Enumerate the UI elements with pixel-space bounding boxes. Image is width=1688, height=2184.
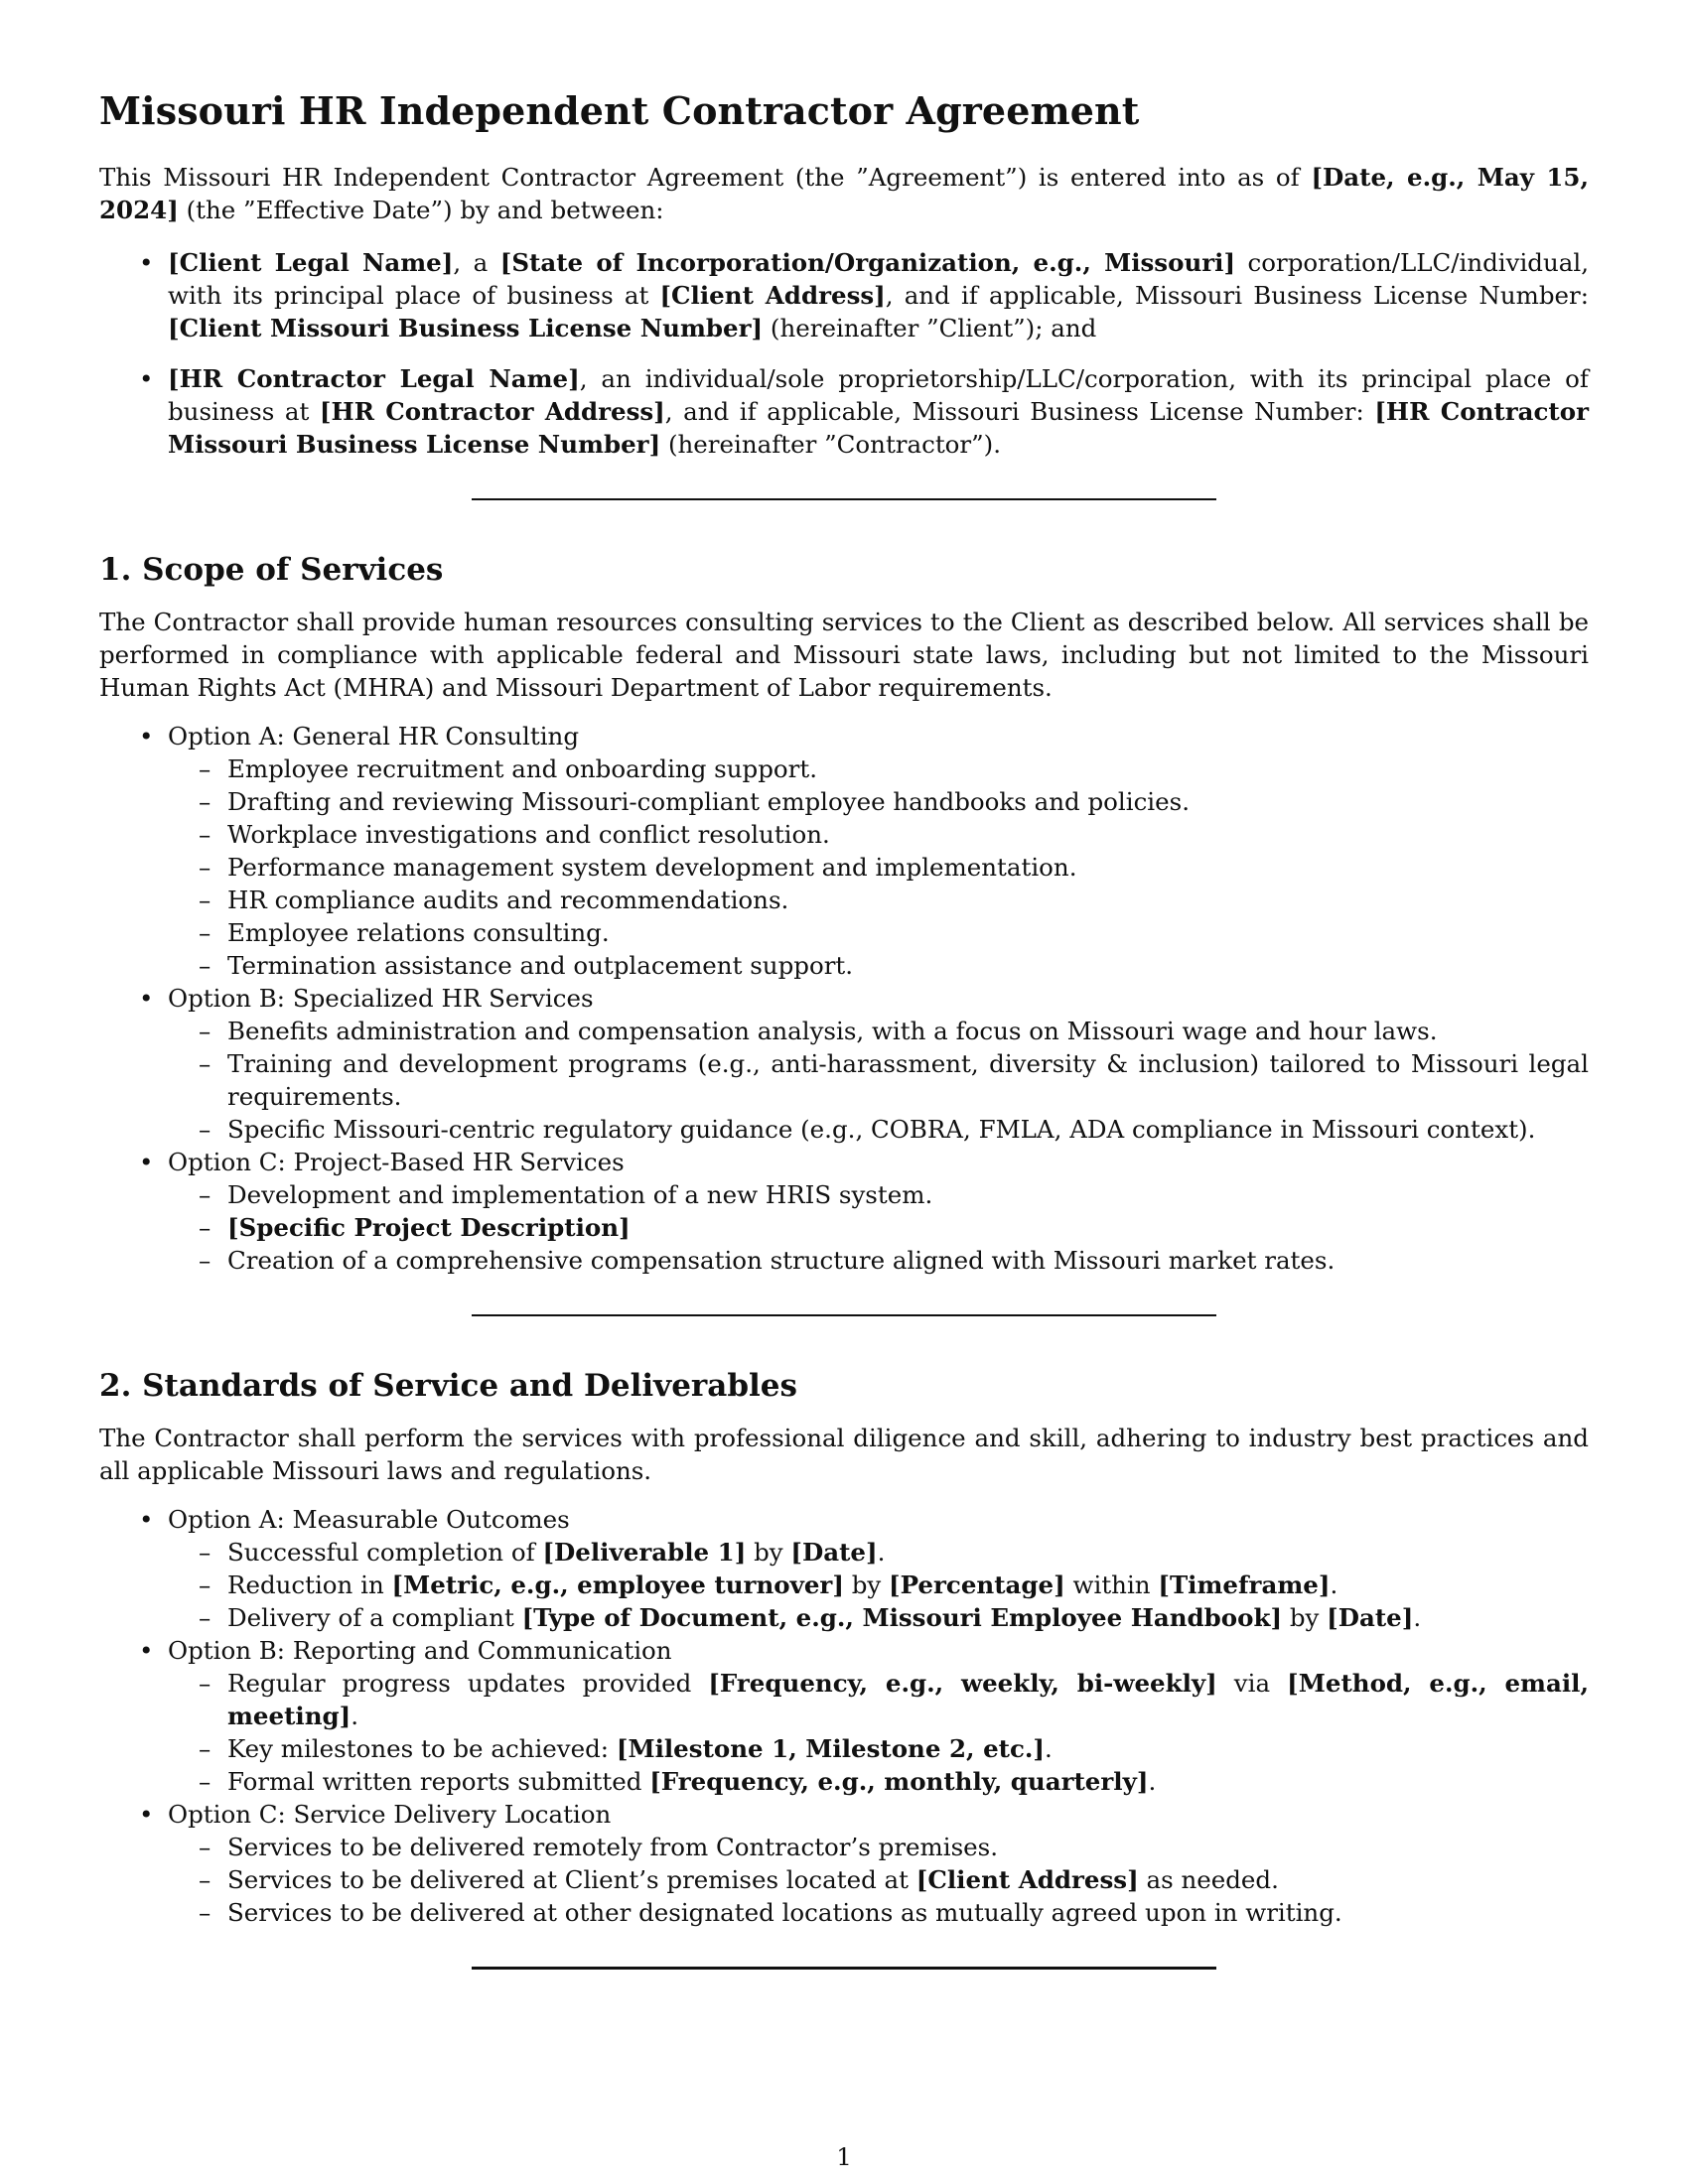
dash-icon: – [199, 1213, 211, 1242]
dash-icon: – [199, 1833, 211, 1861]
dash-icon: – [199, 1767, 211, 1796]
sub-item-text: Delivery of a compliant [227, 1603, 522, 1632]
dash-icon: – [199, 1049, 211, 1078]
dash-icon: – [199, 1669, 211, 1698]
placeholder: [Client Address] [915, 1865, 1139, 1894]
sub-item-text: Termination assistance and outplacement support. [227, 951, 854, 980]
dash-icon: – [199, 886, 211, 914]
sub-item-text: HR compliance audits and recommendations. [227, 886, 789, 914]
sub-item-text: as needed. [1138, 1865, 1279, 1894]
party-text: corporation/LLC/individual, with its principal place of business at [168, 248, 1589, 310]
placeholder: [Frequency, e.g., weekly, bi-weekly] [708, 1669, 1217, 1698]
sub-item-text: Benefits administration and compensation analysis, with a focus on Missouri wage and hour laws. [227, 1017, 1438, 1045]
sub-item-text: Employee relations consulting. [227, 918, 610, 947]
section-heading: 2. Standards of Service and Deliverables [99, 1368, 797, 1404]
sub-item-text: by [1282, 1603, 1328, 1632]
placeholder: [Metric, e.g., employee turnover] [391, 1570, 844, 1599]
placeholder: [Frequency, e.g., monthly, quarterly] [649, 1767, 1149, 1796]
sub-item-text: Services to be delivered at Client’s premises located at [227, 1865, 916, 1894]
party-client [99, 246, 1589, 344]
date-placeholder: [Date, e.g., May 15, 2024] [99, 163, 1589, 224]
party-text: , an individual/sole proprietorship/LLC/corporation, with its principal place of business at [168, 364, 1589, 426]
bullet-icon: • [139, 1505, 154, 1534]
option-item [99, 1634, 1589, 1798]
options-list [99, 1503, 1589, 1929]
sub-item-text: Services to be delivered remotely from Contractor’s premises. [227, 1833, 999, 1861]
sub-item [99, 1047, 1589, 1113]
option-item [99, 1503, 1589, 1634]
option-item [99, 720, 1589, 982]
bullet-icon: • [139, 1636, 154, 1665]
placeholder: [Deliverable 1] [542, 1538, 747, 1567]
options-list [99, 720, 1589, 1277]
document-title: Missouri HR Independent Contractor Agreement [99, 88, 1140, 133]
bullet-icon: • [139, 722, 154, 751]
document-page [99, 87, 1589, 1970]
section-divider [472, 498, 1216, 500]
page-number: 1 [836, 2142, 852, 2171]
dash-icon: – [199, 1865, 211, 1894]
sub-item [99, 1896, 1589, 1929]
section-body: The Contractor shall perform the services with professional diligence and skill, adhering to industry best practices and all applicable Missouri laws and regulations. [99, 1424, 1589, 1485]
option-label: Option A: Measurable Outcomes [168, 1505, 570, 1534]
sub-item-text: Services to be delivered at other designated locations as mutually agreed upon in writing. [227, 1898, 1342, 1927]
bullet-icon: • [139, 248, 154, 277]
dash-icon: – [199, 1538, 211, 1567]
sub-list [168, 1831, 1589, 1929]
sub-list [168, 752, 1589, 982]
placeholder: [Date] [1327, 1603, 1414, 1632]
sub-item-text: by [746, 1538, 791, 1567]
sub-item-text: . [1045, 1734, 1053, 1763]
section-body: The Contractor shall provide human resources consulting services to the Client as described below. All services shall be performed in compliance with applicable federal and Missouri state laws, including but not limited to the Missouri Human Rights Act (MHRA) and Missouri Department of Labor requirements. [99, 608, 1589, 702]
option-label: Option B: Reporting and Communication [168, 1636, 672, 1665]
section-divider [472, 1967, 1216, 1970]
client-name-placeholder: [Client Legal Name] [168, 248, 454, 277]
sub-item-text: . [1148, 1767, 1157, 1796]
sub-item-text: Key milestones to be achieved: [227, 1734, 617, 1763]
party-text: , and if applicable, Missouri Business License Number: [885, 281, 1589, 310]
sub-item [99, 1831, 1589, 1863]
sub-item-text: Development and implementation of a new HRIS system. [227, 1180, 933, 1209]
intro-paragraph [99, 161, 1589, 226]
project-description-placeholder: [Specific Project Description] [227, 1213, 631, 1242]
option-item [99, 1798, 1589, 1929]
option-label: Option B: Specialized HR Services [168, 984, 594, 1013]
sub-item-text: Successful completion of [227, 1538, 543, 1567]
dash-icon: – [199, 853, 211, 882]
sub-item-text: Creation of a comprehensive compensation structure aligned with Missouri market rates. [227, 1246, 1336, 1275]
dash-icon: – [199, 754, 211, 783]
sub-item [99, 818, 1589, 851]
dash-icon: – [199, 918, 211, 947]
dash-icon: – [199, 1115, 211, 1144]
bullet-icon: • [139, 1800, 154, 1829]
sub-item [99, 1732, 1589, 1765]
bullet-icon: • [139, 984, 154, 1013]
party-text: (hereinafter ”Contractor”). [660, 430, 1002, 459]
sub-item [99, 1113, 1589, 1146]
sub-item [99, 884, 1589, 916]
intro-text: This Missouri HR Independent Contractor Agreement (the ”Agreement”) is entered into as of [99, 163, 1312, 192]
contractor-name-placeholder: [HR Contractor Legal Name] [168, 364, 580, 393]
placeholder: [Method, e.g., email, meeting] [227, 1669, 1590, 1730]
sub-item [99, 1569, 1589, 1601]
sub-item [99, 1863, 1589, 1896]
option-label: Option C: Project-Based HR Services [168, 1148, 625, 1176]
dash-icon: – [199, 1017, 211, 1045]
bullet-icon: • [139, 1148, 154, 1176]
sub-item-text: . [877, 1538, 886, 1567]
sub-item-text: . [351, 1702, 359, 1730]
dash-icon: – [199, 787, 211, 816]
dash-icon: – [199, 1246, 211, 1275]
sub-item [99, 1244, 1589, 1277]
bullet-icon: • [139, 364, 154, 393]
sub-list [168, 1015, 1589, 1146]
parties-list [99, 246, 1589, 461]
client-license-placeholder: [Client Missouri Business License Number] [168, 314, 764, 342]
sub-item-text: Formal written reports submitted [227, 1767, 650, 1796]
sub-item [99, 1601, 1589, 1634]
sub-list [168, 1178, 1589, 1277]
section-heading: 1. Scope of Services [99, 552, 444, 588]
dash-icon: – [199, 1734, 211, 1763]
sub-item-text: by [843, 1570, 890, 1599]
sub-item-text: Performance management system development and implementation. [227, 853, 1077, 882]
intro-text: (the ”Effective Date”) by and between: [178, 196, 664, 224]
sub-item [99, 1536, 1589, 1569]
option-item [99, 982, 1589, 1146]
placeholder: [Percentage] [889, 1570, 1065, 1599]
party-text: (hereinafter ”Client”); and [763, 314, 1097, 342]
contractor-address-placeholder: [HR Contractor Address] [319, 397, 665, 426]
placeholder: [Date] [790, 1538, 878, 1567]
sub-item-text: . [1330, 1570, 1338, 1599]
option-label: Option C: Service Delivery Location [168, 1800, 612, 1829]
placeholder: [Type of Document, e.g., Missouri Employee Handbook] [521, 1603, 1283, 1632]
sub-item-text: Drafting and reviewing Missouri-compliant employee handbooks and policies. [227, 787, 1191, 816]
dash-icon: – [199, 1603, 211, 1632]
sub-item-text: Reduction in [227, 1570, 392, 1599]
sub-item [99, 1178, 1589, 1211]
sub-item-text: via [1216, 1669, 1288, 1698]
sub-item [99, 752, 1589, 785]
sub-list [168, 1536, 1589, 1634]
sub-item-text: within [1064, 1570, 1159, 1599]
sub-item [99, 851, 1589, 884]
state-placeholder: [State of Incorporation/Organization, e.g., Missouri] [499, 248, 1236, 277]
dash-icon: – [199, 951, 211, 980]
placeholder: [Milestone 1, Milestone 2, etc.] [616, 1734, 1046, 1763]
sub-item-text: Training and development programs (e.g., anti-harassment, diversity & inclusion) tailored to Missouri legal requirements. [227, 1049, 1589, 1111]
sub-list [168, 1667, 1589, 1798]
sub-item-text: Specific Missouri-centric regulatory guidance (e.g., COBRA, FMLA, ADA compliance in Missouri context). [227, 1115, 1536, 1144]
party-contractor [99, 362, 1589, 461]
sub-item [99, 1667, 1589, 1732]
sub-item [99, 1211, 1589, 1244]
dash-icon: – [199, 1898, 211, 1927]
option-item [99, 1146, 1589, 1277]
sub-item-text: Workplace investigations and conflict resolution. [227, 820, 830, 849]
sub-item [99, 916, 1589, 949]
party-text: , and if applicable, Missouri Business License Number: [664, 397, 1375, 426]
dash-icon: – [199, 1570, 211, 1599]
dash-icon: – [199, 820, 211, 849]
section-divider [472, 1314, 1216, 1316]
sub-item-text: Employee recruitment and onboarding support. [227, 754, 817, 783]
sub-item [99, 1765, 1589, 1798]
party-text: , a [453, 248, 500, 277]
sub-item-text: Regular progress updates provided [227, 1669, 709, 1698]
contractor-license-placeholder: [HR Contractor Missouri Business License Number] [168, 397, 1589, 459]
dash-icon: – [199, 1180, 211, 1209]
placeholder: [Timeframe] [1158, 1570, 1331, 1599]
sub-item [99, 785, 1589, 818]
option-label: Option A: General HR Consulting [168, 722, 579, 751]
client-address-placeholder: [Client Address] [659, 281, 886, 310]
sub-item [99, 1015, 1589, 1047]
sub-item [99, 949, 1589, 982]
sub-item-text: . [1413, 1603, 1422, 1632]
